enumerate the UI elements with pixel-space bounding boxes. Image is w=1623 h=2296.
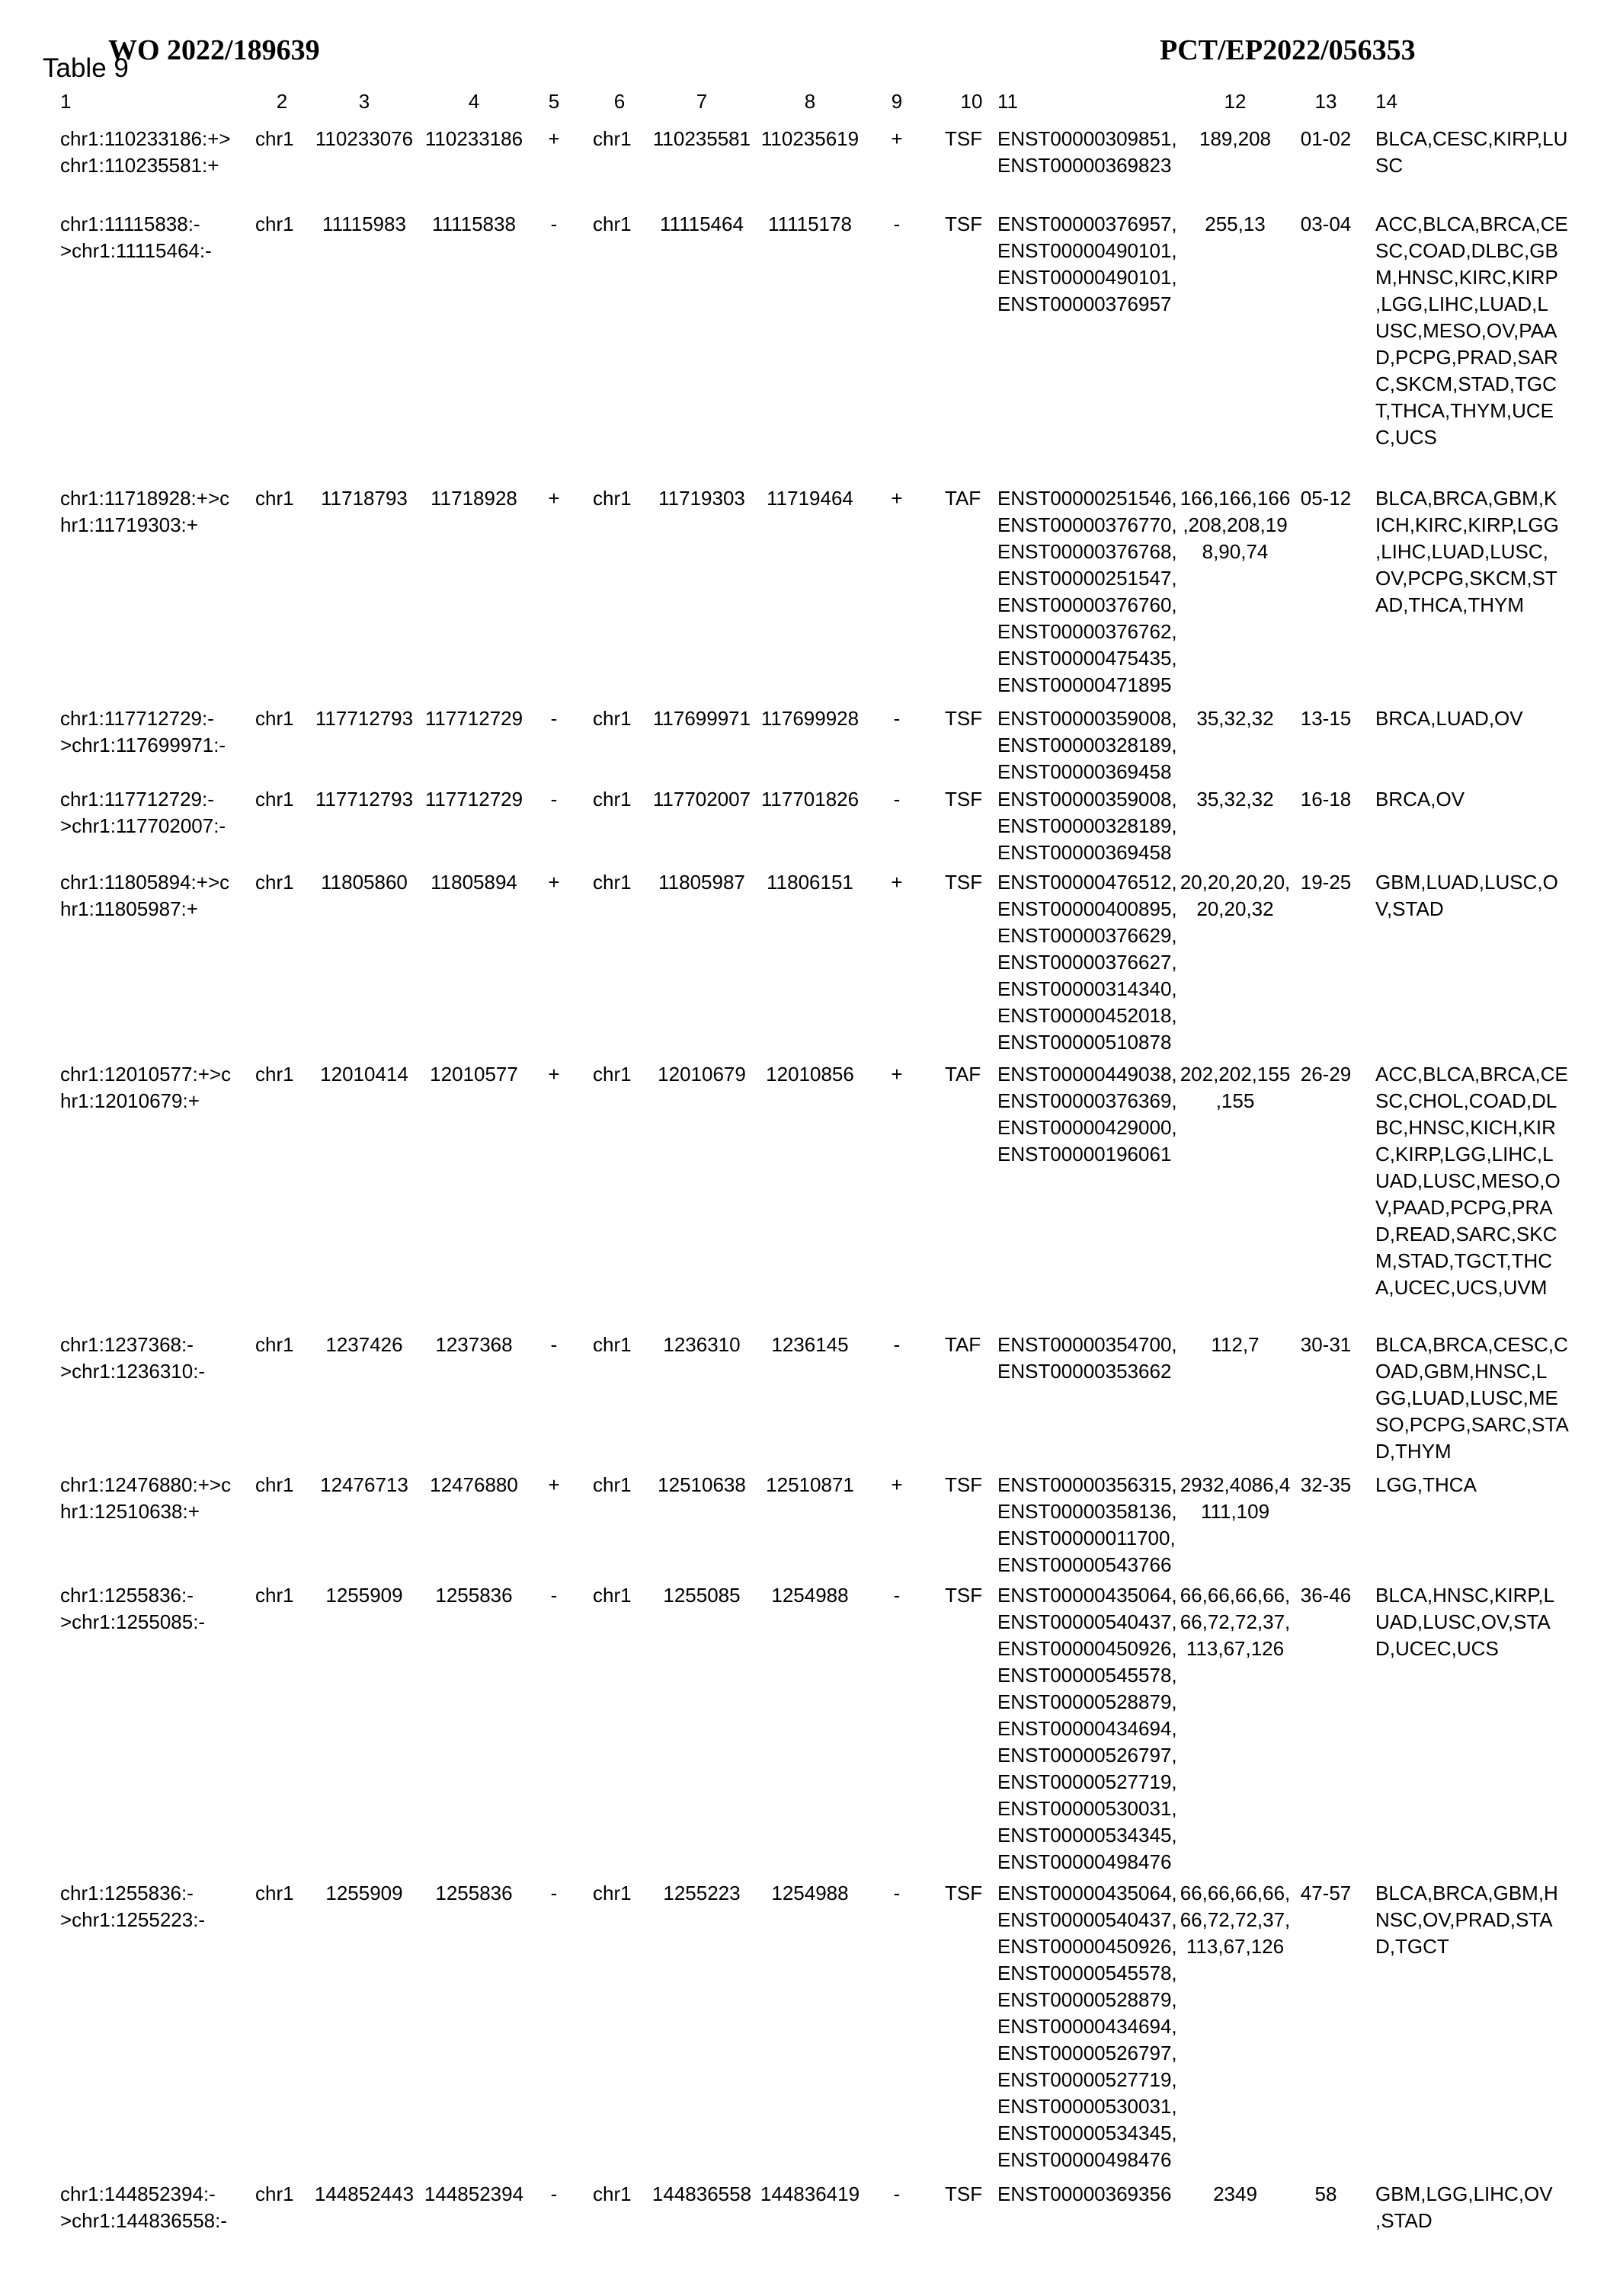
chromosome-a-cell: chr1 — [255, 213, 294, 235]
pos-b-start-cell: 11719303 — [658, 487, 745, 510]
cancer-types-cell: BLCA,BRCA,GBM,H NSC,OV,PRAD,STA D,TGCT — [1375, 1882, 1558, 1958]
cancer-types-cell: GBM,LGG,LIHC,OV ,STAD — [1375, 2182, 1553, 2232]
chromosome-a-cell: chr1 — [255, 788, 294, 811]
cancer-types-cell: ACC,BLCA,BRCA,CE SC,COAD,DLBC,GB M,HNSC,KIRC,KIRP ,LGG,LIHC,LUAD,L USC,MESO,OV,PAA D,PCPG,PRAD,SAR C,SKCM,STAD,TGC T,THCA,THYM,UCE C,UCS — [1375, 213, 1568, 449]
chromosome-a-cell: chr1 — [255, 1584, 294, 1607]
strand-a-cell: + — [548, 127, 560, 150]
sample-id-range-cell: 36-46 — [1300, 1584, 1352, 1607]
pos-b-end-cell: 117699928 — [760, 707, 860, 730]
fusion-breakpoint-cell: chr1:1255836:- >chr1:1255085:- — [60, 1584, 206, 1633]
chromosome-b-cell: chr1 — [593, 1063, 632, 1086]
publication-number: WO 2022/189639 — [108, 34, 320, 66]
pos-a-start-cell: 1237426 — [325, 1333, 403, 1356]
fusion-type-cell: TAF — [945, 1063, 981, 1086]
transcript-ids-cell: ENST00000251546, ENST00000376770, ENST00000376768, ENST00000251547, ENST00000376760, ENST00000376762, ENST00000475435, ENST00000471895 — [997, 487, 1177, 696]
chromosome-a-cell: chr1 — [255, 127, 294, 150]
column-header-6: 6 — [613, 90, 626, 113]
pos-b-end-cell: 11115178 — [768, 213, 852, 235]
column-header-2: 2 — [276, 90, 288, 113]
fusion-breakpoint-cell: chr1:11115838:- >chr1:11115464:- — [60, 213, 212, 262]
pos-b-end-cell: 12510871 — [766, 1473, 854, 1496]
strand-b-cell: - — [893, 707, 901, 730]
fusion-breakpoint-cell: chr1:12476880:+>c hr1:12510638:+ — [60, 1473, 232, 1523]
pos-b-end-cell: 11806151 — [767, 871, 853, 894]
pos-a-end-cell: 117712729 — [424, 788, 523, 811]
column-header-3: 3 — [358, 90, 370, 113]
chromosome-b-cell: chr1 — [593, 871, 632, 894]
chromosome-a-cell: chr1 — [255, 2182, 294, 2205]
fusion-type-cell: TAF — [945, 487, 981, 510]
pos-a-start-cell: 110233076 — [315, 127, 414, 150]
fusion-breakpoint-cell: chr1:1237368:- >chr1:1236310:- — [60, 1333, 206, 1383]
transcript-ids-cell: ENST00000309851, ENST00000369823 — [997, 127, 1177, 177]
fusion-type-cell: TSF — [945, 1882, 983, 1904]
strand-b-cell: - — [893, 788, 901, 811]
pos-a-start-cell: 1255909 — [325, 1882, 403, 1904]
cancer-types-cell: LGG,THCA — [1375, 1473, 1477, 1496]
read-counts-cell: 202,202,155 ,155 — [1180, 1063, 1291, 1112]
pos-b-start-cell: 117699971 — [652, 707, 751, 730]
pos-b-start-cell: 117702007 — [652, 788, 751, 811]
chromosome-a-cell: chr1 — [255, 707, 294, 730]
fusion-breakpoint-cell: chr1:1255836:- >chr1:1255223:- — [60, 1882, 206, 1931]
fusion-breakpoint-cell: chr1:12010577:+>c hr1:12010679:+ — [60, 1063, 232, 1112]
read-counts-cell: 2932,4086,4 111,109 — [1180, 1473, 1291, 1523]
pos-b-start-cell: 1236310 — [663, 1333, 741, 1356]
pos-a-start-cell: 11805860 — [321, 871, 408, 894]
sample-id-range-cell: 03-04 — [1300, 213, 1352, 235]
strand-a-cell: + — [548, 871, 560, 894]
pos-a-end-cell: 110233186 — [424, 127, 523, 150]
pos-b-end-cell: 117701826 — [760, 788, 860, 811]
strand-b-cell: - — [893, 2182, 901, 2205]
fusion-type-cell: TSF — [945, 788, 983, 811]
sample-id-range-cell: 05-12 — [1300, 487, 1352, 510]
transcript-ids-cell: ENST00000359008, ENST00000328189, ENST00000369458 — [997, 788, 1177, 864]
transcript-ids-cell: ENST00000369356 — [997, 2182, 1172, 2205]
read-counts-cell: 66,66,66,66, 66,72,72,37, 113,67,126 — [1180, 1882, 1291, 1958]
pos-b-start-cell: 12010679 — [658, 1063, 746, 1086]
column-header-11: 11 — [997, 90, 1018, 113]
pos-a-start-cell: 12010414 — [320, 1063, 408, 1086]
fusion-breakpoint-cell: chr1:11718928:+>c hr1:11719303:+ — [60, 487, 230, 536]
strand-a-cell: - — [550, 213, 558, 235]
sample-id-range-cell: 26-29 — [1300, 1063, 1352, 1086]
fusion-breakpoint-cell: chr1:144852394:- >chr1:144836558:- — [60, 2182, 228, 2232]
fusion-type-cell: TSF — [945, 707, 983, 730]
read-counts-cell: 2349 — [1213, 2182, 1257, 2205]
strand-a-cell: + — [548, 487, 560, 510]
chromosome-b-cell: chr1 — [593, 1584, 632, 1607]
fusion-breakpoint-cell: chr1:11805894:+>c hr1:11805987:+ — [60, 871, 230, 920]
chromosome-a-cell: chr1 — [255, 487, 294, 510]
transcript-ids-cell: ENST00000359008, ENST00000328189, ENST00000369458 — [997, 707, 1177, 783]
cancer-types-cell: BRCA,LUAD,OV — [1375, 707, 1523, 730]
sample-id-range-cell: 01-02 — [1300, 127, 1352, 150]
pos-a-end-cell: 11718928 — [431, 487, 517, 510]
fusion-breakpoint-cell: chr1:117712729:- >chr1:117699971:- — [60, 707, 226, 756]
transcript-ids-cell: ENST00000354700, ENST00000353662 — [997, 1333, 1177, 1383]
chromosome-a-cell: chr1 — [255, 1063, 294, 1086]
pos-a-end-cell: 11115838 — [432, 213, 516, 235]
cancer-types-cell: BRCA,OV — [1375, 788, 1465, 811]
pos-b-end-cell: 110235619 — [760, 127, 860, 150]
chromosome-a-cell: chr1 — [255, 1882, 294, 1904]
strand-a-cell: - — [550, 1882, 558, 1904]
pos-a-end-cell: 12010577 — [430, 1063, 518, 1086]
transcript-ids-cell: ENST00000435064, ENST00000540437, ENST00000450926, ENST00000545578, ENST00000528879, ENST00000434694, ENST00000526797, ENST00000527719, ENST00000530031, ENST00000534345, ENST00000498476 — [997, 1584, 1177, 1873]
pos-b-start-cell: 1255223 — [663, 1882, 741, 1904]
pos-b-end-cell: 11719464 — [767, 487, 853, 510]
sample-id-range-cell: 30-31 — [1300, 1333, 1352, 1356]
pos-b-end-cell: 1236145 — [771, 1333, 849, 1356]
pos-b-start-cell: 110235581 — [652, 127, 751, 150]
fusion-type-cell: TSF — [945, 213, 983, 235]
column-header-1: 1 — [60, 90, 72, 113]
read-counts-cell: 189,208 — [1199, 127, 1271, 150]
chromosome-b-cell: chr1 — [593, 1473, 632, 1496]
read-counts-cell: 112,7 — [1211, 1333, 1260, 1356]
column-header-14: 14 — [1375, 90, 1397, 113]
column-header-13: 13 — [1314, 90, 1337, 113]
pos-a-end-cell: 12476880 — [430, 1473, 518, 1496]
sample-id-range-cell: 19-25 — [1300, 871, 1352, 894]
strand-a-cell: - — [550, 2182, 558, 2205]
column-header-9: 9 — [891, 90, 903, 113]
strand-a-cell: + — [548, 1473, 560, 1496]
pos-b-end-cell: 144836419 — [760, 2182, 860, 2205]
pos-a-start-cell: 117712793 — [315, 788, 414, 811]
fusion-type-cell: TSF — [945, 1584, 983, 1607]
strand-a-cell: - — [550, 788, 558, 811]
pos-b-start-cell: 11805987 — [658, 871, 745, 894]
pos-a-start-cell: 11718793 — [321, 487, 408, 510]
fusion-breakpoint-cell: chr1:117712729:- >chr1:117702007:- — [60, 788, 226, 837]
sample-id-range-cell: 32-35 — [1300, 1473, 1352, 1496]
transcript-ids-cell: ENST00000449038, ENST00000376369, ENST00000429000, ENST00000196061 — [997, 1063, 1177, 1166]
pos-b-start-cell: 1255085 — [663, 1584, 741, 1607]
transcript-ids-cell: ENST00000356315, ENST00000358136, ENST00000011700, ENST00000543766 — [997, 1473, 1177, 1576]
pos-a-start-cell: 11115983 — [322, 213, 406, 235]
strand-a-cell: + — [548, 1063, 560, 1086]
chromosome-b-cell: chr1 — [593, 487, 632, 510]
cancer-types-cell: BLCA,BRCA,GBM,K ICH,KIRC,KIRP,LGG ,LIHC,LUAD,LUSC, OV,PCPG,SKCM,ST AD,THCA,THYM — [1375, 487, 1559, 616]
cancer-types-cell: GBM,LUAD,LUSC,O V,STAD — [1375, 871, 1558, 920]
transcript-ids-cell: ENST00000476512, ENST00000400895, ENST00000376629, ENST00000376627, ENST00000314340, ENST00000452018, ENST00000510878 — [997, 871, 1177, 1054]
column-header-8: 8 — [804, 90, 816, 113]
chromosome-b-cell: chr1 — [593, 788, 632, 811]
cancer-types-cell: BLCA,CESC,KIRP,LU SC — [1375, 127, 1568, 177]
chromosome-a-cell: chr1 — [255, 1333, 294, 1356]
strand-b-cell: - — [893, 1333, 901, 1356]
pos-b-start-cell: 12510638 — [658, 1473, 746, 1496]
strand-a-cell: - — [550, 1333, 558, 1356]
read-counts-cell: 166,166,166 ,208,208,19 8,90,74 — [1180, 487, 1291, 563]
column-header-7: 7 — [696, 90, 708, 113]
chromosome-b-cell: chr1 — [593, 2182, 632, 2205]
sample-id-range-cell: 16-18 — [1300, 788, 1352, 811]
pos-a-end-cell: 1255836 — [435, 1882, 513, 1904]
cancer-types-cell: ACC,BLCA,BRCA,CE SC,CHOL,COAD,DL BC,HNSC,KICH,KIR C,KIRP,LGG,LIHC,L UAD,LUSC,MESO,O V,PAAD,PCPG,PRA D,READ,SARC,SKC M,STAD,TGCT,THC A,UCEC,UCS,UVM — [1375, 1063, 1568, 1299]
column-header-12: 12 — [1224, 90, 1247, 113]
column-header-5: 5 — [548, 90, 560, 113]
pos-a-end-cell: 1237368 — [435, 1333, 513, 1356]
pos-a-end-cell: 117712729 — [424, 707, 523, 730]
pos-b-end-cell: 1254988 — [771, 1882, 849, 1904]
sample-id-range-cell: 58 — [1314, 2182, 1337, 2205]
strand-b-cell: + — [891, 487, 903, 510]
sample-id-range-cell: 13-15 — [1300, 707, 1352, 730]
column-header-10: 10 — [960, 90, 983, 113]
strand-b-cell: - — [893, 1584, 901, 1607]
cancer-types-cell: BLCA,BRCA,CESC,C OAD,GBM,HNSC,L GG,LUAD,LUSC,ME SO,PCPG,SARC,STA D,THYM — [1375, 1333, 1569, 1463]
fusion-type-cell: TSF — [945, 1473, 983, 1496]
application-number: PCT/EP2022/056353 — [1160, 34, 1416, 66]
pos-a-end-cell: 11805894 — [431, 871, 517, 894]
transcript-ids-cell: ENST00000376957, ENST00000490101, ENST00000490101, ENST00000376957 — [997, 213, 1177, 315]
chromosome-a-cell: chr1 — [255, 1473, 294, 1496]
pos-a-start-cell: 117712793 — [315, 707, 414, 730]
read-counts-cell: 66,66,66,66, 66,72,72,37, 113,67,126 — [1180, 1584, 1291, 1660]
strand-b-cell: - — [893, 213, 901, 235]
chromosome-b-cell: chr1 — [593, 707, 632, 730]
read-counts-cell: 20,20,20,20, 20,20,32 — [1180, 871, 1291, 920]
read-counts-cell: 255,13 — [1205, 213, 1266, 235]
pos-b-end-cell: 12010856 — [766, 1063, 854, 1086]
pos-b-start-cell: 144836558 — [651, 2182, 752, 2205]
read-counts-cell: 35,32,32 — [1196, 707, 1274, 730]
chromosome-b-cell: chr1 — [593, 1333, 632, 1356]
sample-id-range-cell: 47-57 — [1300, 1882, 1352, 1904]
table-title: Table 9 — [43, 53, 129, 83]
fusion-type-cell: TSF — [945, 2182, 983, 2205]
strand-a-cell: - — [550, 707, 558, 730]
pos-a-end-cell: 1255836 — [435, 1584, 513, 1607]
read-counts-cell: 35,32,32 — [1196, 788, 1274, 811]
pos-a-end-cell: 144852394 — [424, 2182, 524, 2205]
strand-b-cell: + — [891, 127, 903, 150]
chromosome-b-cell: chr1 — [593, 127, 632, 150]
chromosome-b-cell: chr1 — [593, 213, 632, 235]
fusion-type-cell: TAF — [945, 1333, 981, 1356]
pos-a-start-cell: 12476713 — [320, 1473, 408, 1496]
column-header-4: 4 — [468, 90, 480, 113]
pos-b-start-cell: 11115464 — [660, 213, 744, 235]
strand-b-cell: + — [891, 871, 903, 894]
chromosome-b-cell: chr1 — [593, 1882, 632, 1904]
chromosome-a-cell: chr1 — [255, 871, 294, 894]
pos-a-start-cell: 144852443 — [314, 2182, 415, 2205]
cancer-types-cell: BLCA,HNSC,KIRP,L UAD,LUSC,OV,STA D,UCEC,UCS — [1375, 1584, 1555, 1660]
fusion-type-cell: TSF — [945, 127, 983, 150]
pos-b-end-cell: 1254988 — [771, 1584, 849, 1607]
fusion-type-cell: TSF — [945, 871, 983, 894]
transcript-ids-cell: ENST00000435064, ENST00000540437, ENST00000450926, ENST00000545578, ENST00000528879, ENST00000434694, ENST00000526797, ENST00000527719, ENST00000530031, ENST00000534345, ENST00000498476 — [997, 1882, 1177, 2171]
strand-a-cell: - — [550, 1584, 558, 1607]
strand-b-cell: - — [893, 1882, 901, 1904]
pos-a-start-cell: 1255909 — [325, 1584, 403, 1607]
strand-b-cell: + — [891, 1063, 903, 1086]
fusion-breakpoint-cell: chr1:110233186:+> chr1:110235581:+ — [60, 127, 231, 177]
strand-b-cell: + — [891, 1473, 903, 1496]
